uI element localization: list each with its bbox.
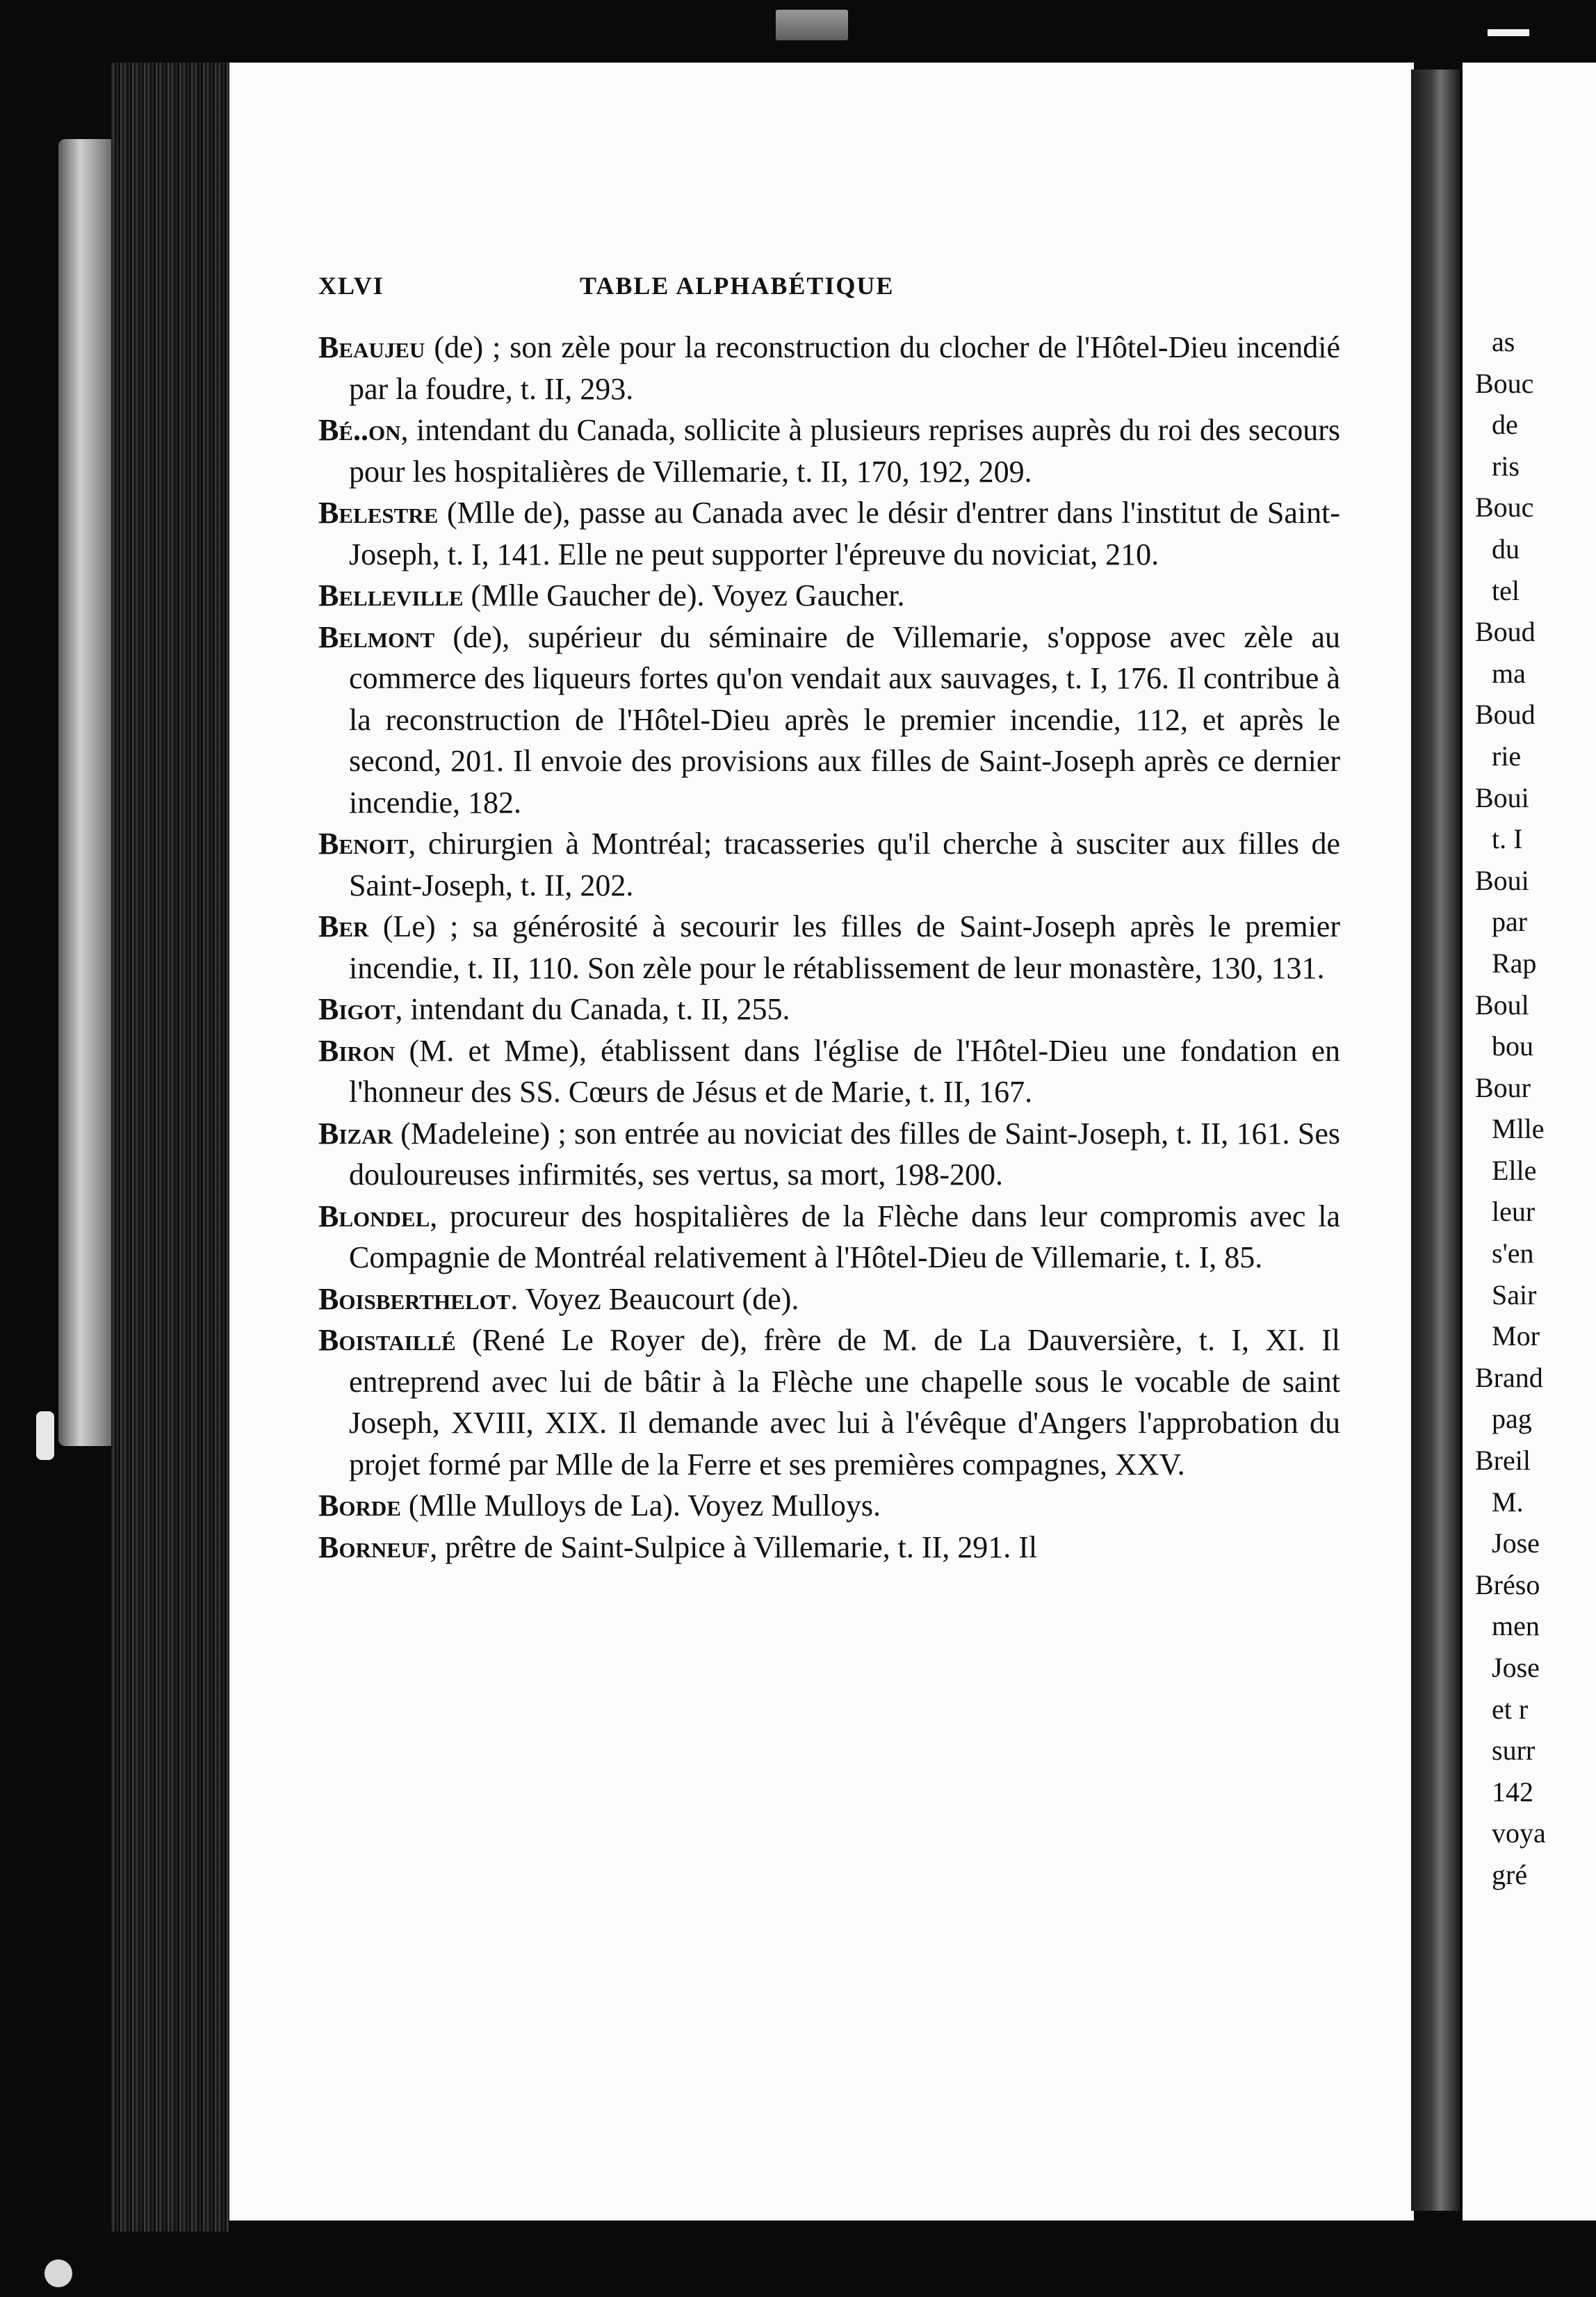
book-gutter bbox=[1411, 70, 1460, 2211]
index-entry bbox=[318, 906, 1340, 989]
right-page-fragment: Boud bbox=[1475, 616, 1536, 648]
index-entries bbox=[318, 327, 1340, 1568]
right-page-fragment: Jose bbox=[1492, 1527, 1540, 1559]
right-page-fragment: t. I bbox=[1492, 823, 1523, 855]
entry-text: , chirurgien à Montréal; tracasseries qu'il cherche à susciter aux filles de Saint-Joseph, t. II, 202. bbox=[349, 827, 1340, 902]
entry-text: , procureur des hospitalières de la Flèche dans leur compromis avec la Compagnie de Montréal relativement à l'Hôtel-Dieu de Villemarie, t. I, 85. bbox=[349, 1199, 1340, 1274]
right-page-fragment: pag bbox=[1492, 1403, 1532, 1435]
right-page-fragment: Jose bbox=[1492, 1652, 1540, 1683]
entry-text: (René Le Royer de), frère de M. de La Dauversière, t. I, XI. Il entreprend avec lui de bâtir à la Flèche une chapelle sous le vocable de saint Joseph, XVIII, XIX. Il demande avec lui à l'évêque d'Angers l'approbation du projet formé par Mlle de la Ferre et ses premières compagnes, XXV. bbox=[349, 1323, 1340, 1482]
entry-headword: Blondel bbox=[318, 1199, 430, 1233]
book-binding-edge bbox=[111, 63, 229, 2232]
right-page-fragment: men bbox=[1492, 1610, 1540, 1642]
entry-headword: Benoit bbox=[318, 827, 409, 861]
right-page-fragment: as bbox=[1492, 326, 1515, 357]
entry-text: (Mlle Mulloys de La). Voyez Mulloys. bbox=[400, 1488, 881, 1523]
index-entry bbox=[318, 1196, 1340, 1279]
index-entry bbox=[318, 1320, 1340, 1485]
index-entry bbox=[318, 492, 1340, 575]
entry-text: (de), supérieur du séminaire de Villemarie, s'oppose avec zèle au commerce des liqueurs fortes qu'on vendait aux sauvages, t. I, 176. Il contribue à la reconstruction de l'Hôtel-Dieu après le premier incendie, 112, et après le second, 201. Il envoie des provisions aux filles de Saint-Joseph après ce dernier incendie, 182. bbox=[349, 619, 1340, 820]
index-entry bbox=[318, 823, 1340, 906]
right-page-fragment: ma bbox=[1492, 657, 1526, 689]
right-page-fragment: rie bbox=[1492, 740, 1522, 772]
entry-headword: Ber bbox=[318, 909, 369, 943]
page-number: XLVI bbox=[318, 272, 384, 300]
right-page-fragment: Bréso bbox=[1475, 1568, 1540, 1600]
entry-text: , prêtre de Saint-Sulpice à Villemarie, t. II, 291. Il bbox=[430, 1529, 1038, 1564]
entry-headword: Boistaillé bbox=[318, 1323, 456, 1357]
right-page-fragment: bou bbox=[1492, 1030, 1533, 1062]
right-page-fragment: Bour bbox=[1475, 1071, 1531, 1103]
right-page-fragment: Boud bbox=[1475, 699, 1536, 731]
right-page-fragment: Bouc bbox=[1475, 492, 1534, 523]
right-page-fragment: 142 bbox=[1492, 1776, 1533, 1808]
index-entry bbox=[318, 327, 1340, 409]
right-page-fragment: du bbox=[1492, 533, 1520, 565]
right-page-fragment: M. bbox=[1492, 1486, 1524, 1518]
index-entry bbox=[318, 409, 1340, 492]
right-page-fragment: Breil bbox=[1475, 1445, 1531, 1477]
right-page-fragment: gré bbox=[1492, 1858, 1528, 1890]
right-page-fragment: s'en bbox=[1492, 1237, 1534, 1269]
entry-text: (de) ; son zèle pour la reconstruction du clocher de l'Hôtel-Dieu incendié par la foudre, t. II, 293. bbox=[349, 330, 1340, 406]
page-title: TABLE ALPHABÉTIQUE bbox=[580, 272, 895, 300]
entry-headword: Borde bbox=[318, 1488, 401, 1523]
entry-text: (M. et Mme), établissent dans l'église de l'Hôtel-Dieu une fondation en l'honneur des SS. Cœurs de Jésus et de Marie, t. II, 167. bbox=[349, 1033, 1340, 1109]
right-page-fragment: Boui bbox=[1475, 781, 1529, 813]
entry-headword: Bigot bbox=[318, 992, 396, 1026]
right-page-text-fragments bbox=[1475, 321, 1596, 1896]
entry-text: (Le) ; sa générosité à secourir les filles de Saint-Joseph après le premier incendie, t. II, 110. Son zèle pour le rétablissement de leur monastère, 130, 131. bbox=[349, 909, 1340, 985]
entry-headword: Belleville bbox=[318, 578, 464, 612]
entry-headword: Beaujeu bbox=[318, 330, 425, 364]
index-entry bbox=[318, 1113, 1340, 1196]
scan-bottom-spot bbox=[44, 2259, 72, 2287]
entry-headword: Boisberthelot bbox=[318, 1281, 511, 1316]
right-page-fragment: Mor bbox=[1492, 1320, 1540, 1352]
right-page-fragment: voya bbox=[1492, 1817, 1546, 1849]
index-entry bbox=[318, 575, 1340, 617]
right-page-fragment: Boui bbox=[1475, 864, 1529, 896]
right-page-fragment: et r bbox=[1492, 1693, 1529, 1725]
entry-text: , intendant du Canada, sollicite à plusieurs reprises auprès du roi des secours pour les hospitalières de Villemarie, t. II, 170, 192, 209. bbox=[349, 413, 1340, 489]
scan-top-tab bbox=[776, 10, 848, 40]
right-page-fragment: Bouc bbox=[1475, 367, 1534, 399]
index-entry bbox=[318, 617, 1340, 824]
right-page-fragment: Boul bbox=[1475, 989, 1529, 1021]
entry-headword: Biron bbox=[318, 1033, 396, 1068]
scan-left-spot bbox=[36, 1411, 54, 1460]
index-entry bbox=[318, 1527, 1340, 1568]
entry-text: , intendant du Canada, t. II, 255. bbox=[395, 992, 790, 1026]
entry-headword: Bé..on bbox=[318, 413, 401, 447]
entry-text: (Madeleine) ; son entrée au noviciat des filles de Saint-Joseph, t. II, 161. Ses douloureuses infirmités, ses vertus, sa mort, 198-200. bbox=[349, 1116, 1340, 1192]
right-page-fragment: par bbox=[1492, 906, 1528, 938]
entry-text: (Mlle Gaucher de). Voyez Gaucher. bbox=[463, 578, 905, 612]
index-entry bbox=[318, 1279, 1340, 1320]
scan-corner-mark bbox=[1488, 29, 1529, 36]
right-page-fragment: Sair bbox=[1492, 1279, 1537, 1310]
entry-headword: Belmont bbox=[318, 619, 435, 654]
index-entry bbox=[318, 1485, 1340, 1527]
index-entry bbox=[318, 989, 1340, 1030]
right-page-fragment: leur bbox=[1492, 1196, 1536, 1228]
right-page-fragment: tel bbox=[1492, 574, 1520, 606]
right-page-fragment: Brand bbox=[1475, 1361, 1543, 1393]
right-page-fragment: ris bbox=[1492, 450, 1520, 482]
entry-text: (Mlle de), passe au Canada avec le désir d'entrer dans l'institut de Saint-Joseph, t. I, 141. Elle ne peut supporter l'épreuve du noviciat, 210. bbox=[349, 496, 1340, 571]
index-entry bbox=[318, 1030, 1340, 1113]
running-head bbox=[0, 271, 1201, 306]
entry-headword: Bizar bbox=[318, 1116, 393, 1151]
entry-text: . Voyez Beaucourt (de). bbox=[510, 1281, 799, 1316]
right-page-fragment: de bbox=[1492, 409, 1518, 441]
right-page-fragment: Rap bbox=[1492, 947, 1537, 979]
right-page-fragment: Mlle bbox=[1492, 1113, 1545, 1145]
entry-headword: Belestre bbox=[318, 496, 439, 530]
entry-headword: Borneuf bbox=[318, 1529, 430, 1564]
right-page-fragment: Elle bbox=[1492, 1154, 1537, 1186]
right-page-fragment: surr bbox=[1492, 1735, 1536, 1767]
